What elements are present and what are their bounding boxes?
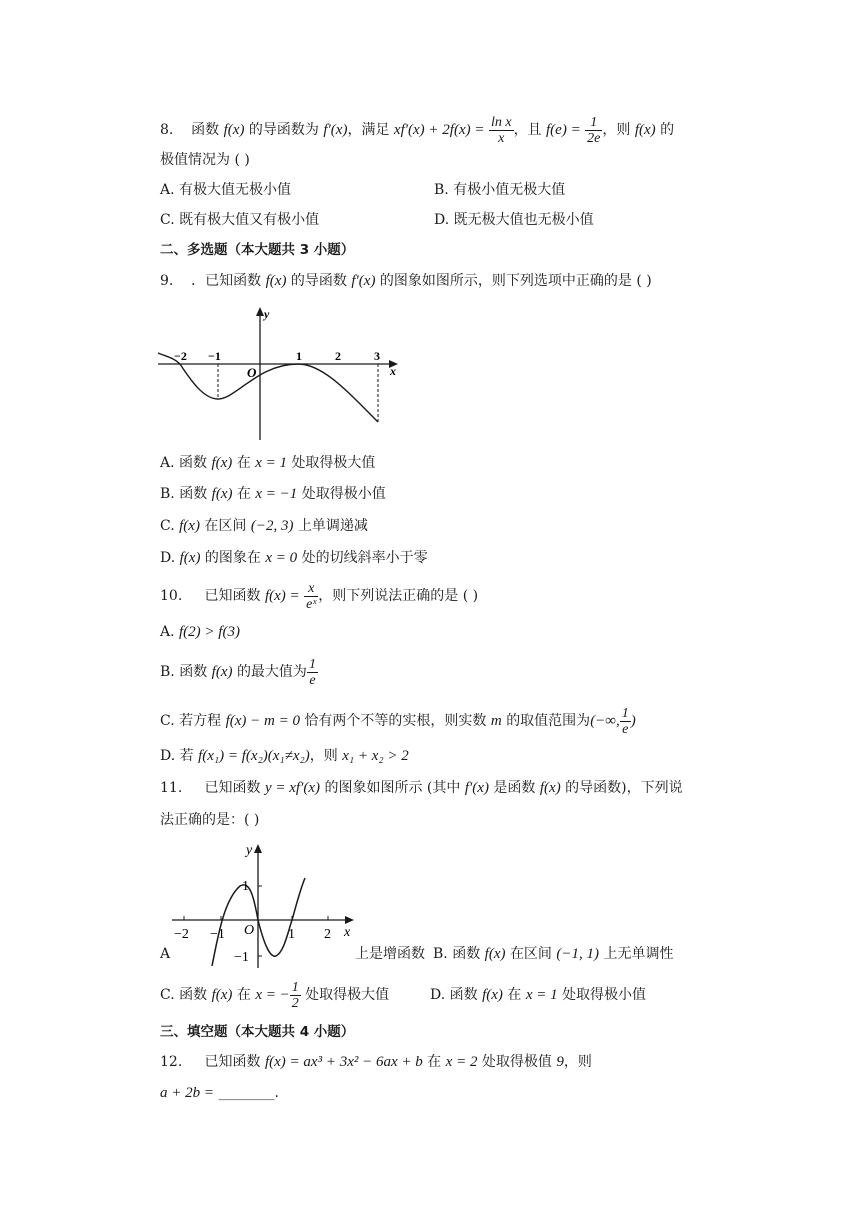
option-math: x = 0 [265, 550, 298, 566]
q11-text: 是函数 [493, 780, 536, 796]
q12-line2 [160, 1083, 279, 1103]
y-axis-arrow-icon [256, 307, 264, 316]
q11-option-a-letter: A [160, 946, 171, 962]
q11-math: f(x) [539, 780, 561, 796]
tick-label: −1 [234, 950, 249, 965]
q10-option-a [160, 622, 240, 642]
option-text: 处取得极小值 [562, 987, 647, 1003]
option-math: x = −1 [255, 486, 298, 502]
q12-text: ，则 [563, 1054, 592, 1070]
option-math: f(2) > f(3) [179, 624, 240, 640]
y-axis-arrow-icon [254, 844, 262, 853]
q12-text: 在 [427, 1054, 442, 1070]
option-math: x = − [255, 987, 290, 1003]
option-text: 在区间 [204, 518, 247, 534]
q9-option-c [160, 516, 368, 536]
option-text: 在 [507, 987, 522, 1003]
q8-option-b: B. 有极小值无极大值 [434, 182, 566, 198]
q10-option-c [160, 701, 636, 741]
q8-option-c: C. 既有极大值又有极小值 [160, 212, 320, 228]
option-text: 处取得极大值 [291, 455, 376, 471]
q11-math: f′(x) [464, 780, 489, 796]
option-text: 处的切线斜率小于零 [301, 550, 428, 566]
option-math: f(x) [179, 518, 200, 534]
option-text: D. 函数 [430, 987, 478, 1003]
q8-line1 [160, 112, 674, 148]
q9-text: 的图象如图所示，则下列选项中正确的是 ( ) [379, 273, 652, 289]
y-axis-label: y [246, 843, 253, 858]
q10-stem [160, 578, 478, 614]
option-text: B. 函数 [160, 486, 208, 502]
y-axis-label: y [264, 307, 270, 321]
option-math: f(x) − m = 0 [225, 713, 300, 729]
q8-option-a: A. 有极大值无极小值 [160, 182, 292, 198]
q10-number: 10. [160, 588, 183, 604]
q10-option-d [160, 746, 409, 766]
option-text: 的图象在 [204, 550, 261, 566]
q9-option-a [160, 453, 375, 473]
q11-option-a-text: 上是增函数 [355, 946, 425, 962]
q8-text: ，则 [602, 122, 631, 138]
q8-math: f(x) [223, 122, 245, 138]
origin-label: O [244, 923, 255, 938]
q8-text: 函数 [191, 122, 220, 138]
q12-stem [160, 1052, 592, 1072]
tick-label: −1 [208, 349, 221, 363]
x-axis-arrow-icon [345, 916, 354, 924]
q9-text: 的导函数 [290, 273, 347, 289]
q12-math: 9 [556, 1054, 564, 1070]
q10-fraction: $\frac{x}{\text{eˣ}}$ [306, 580, 317, 612]
q8-fraction: $\frac{1}{2e}$ [587, 114, 601, 146]
option-fraction: $\frac{1}{2}$ [291, 979, 299, 1011]
tick-label: −2 [174, 349, 187, 363]
option-math: f(x) [211, 664, 233, 680]
option-math: ) [630, 713, 636, 729]
option-text: C. 若方程 [160, 713, 222, 729]
option-text: 处取得极小值 [301, 486, 386, 502]
option-math: (−1, 1) [556, 946, 600, 962]
option-text: ，则 [309, 748, 338, 764]
q9-derivative-graph [158, 304, 408, 444]
q8-math: f(e) = [546, 122, 581, 138]
option-math: f(x) [484, 946, 506, 962]
section-header-fill-in: 三、填空题（本大题共 4 小题） [160, 1024, 355, 1040]
q11-stem [160, 778, 683, 798]
q9-text: ．已知函数 [191, 273, 262, 289]
q8-option-d: D. 既无极大值也无极小值 [434, 212, 594, 228]
q11-option-b [433, 944, 673, 964]
q11-text: 的导函数)，下列说 [565, 780, 683, 796]
q9-stem [160, 271, 652, 291]
q9-math: f′(x) [351, 273, 376, 289]
option-text: 的最大值为 [236, 664, 307, 680]
q9-option-d [160, 548, 428, 568]
tick-label: 1 [242, 879, 249, 894]
option-text: 在 [236, 486, 251, 502]
option-text: D. 若 [160, 748, 194, 764]
q11-number: 11. [160, 780, 183, 796]
option-math: (−∞, [590, 713, 620, 729]
option-math: f(x) [179, 550, 201, 566]
section-header-multiple-choice: 二、多选题（本大题共 3 小题） [160, 242, 355, 258]
q8-number: 8. [160, 122, 174, 138]
q12-math: f(x) = ax³ + 3x² − 6ax + b [264, 1054, 423, 1070]
tick-label: −1 [210, 927, 225, 942]
option-math: (−2, 3) [250, 518, 294, 534]
option-math: f(x) [211, 987, 233, 1003]
answer-blank[interactable]: ________. [218, 1085, 279, 1101]
q8-math: f(x) [634, 122, 656, 138]
tick-label: 1 [288, 927, 295, 942]
q8-fraction: $\frac{\text{ln x}}{x}$ [490, 114, 512, 146]
origin-label: O [247, 365, 257, 380]
q10-text: ，则下列说法正确的是 ( ) [318, 588, 479, 604]
q8-line2: 极值情况为 ( ) [160, 152, 250, 168]
x-axis-label: x [344, 925, 351, 940]
tick-label: 3 [374, 349, 380, 363]
option-text: C. [160, 518, 175, 534]
option-fraction: $\frac{1}{e}$ [621, 705, 629, 737]
option-math: x = 1 [255, 455, 287, 471]
q12-math: x = 2 [445, 1054, 478, 1070]
option-fraction: $\frac{1}{e}$ [308, 656, 316, 688]
q9-math: f(x) [265, 273, 287, 289]
q11-option-d [430, 975, 646, 1015]
option-text: A. [160, 624, 175, 640]
q11-text: 的图象如图所示 (其中 [324, 780, 461, 796]
q10-text: 已知函数 [204, 588, 261, 604]
q12-text: 处取得极值 [481, 1054, 552, 1070]
option-text: C. 函数 [160, 987, 208, 1003]
option-text: B. 函数 [433, 946, 481, 962]
option-text: 上单调递减 [297, 518, 368, 534]
tick-label: 1 [296, 349, 302, 363]
tick-label: 2 [335, 349, 341, 363]
option-math: x₁ + x₂ > 2 [342, 748, 409, 764]
q10-math: f(x) = [264, 588, 300, 604]
option-text: 恰有两个不等的实根，则实数 [304, 713, 487, 729]
option-text: 的取值范围为 [506, 713, 591, 729]
q11-math: y = xf′(x) [264, 780, 321, 796]
x-axis-label: x [390, 364, 396, 378]
q11-line2: 法正确的是：( ) [160, 812, 260, 828]
q11-option-c [160, 975, 389, 1015]
option-text: A. 函数 [160, 455, 208, 471]
option-text: 在 [236, 987, 251, 1003]
q11-function-graph [170, 840, 370, 970]
q8-math: f′(x) [323, 122, 348, 138]
q10-option-b [160, 652, 318, 692]
option-text: 处取得极大值 [305, 987, 390, 1003]
option-math: f(x₁) = f(x₂)(x₁≠x₂) [198, 748, 310, 764]
option-math: m [490, 713, 502, 729]
option-text: 在区间 [509, 946, 552, 962]
option-math: f(x) [482, 987, 503, 1003]
q9-option-b [160, 484, 386, 504]
q8-text: ，且 [513, 122, 542, 138]
q11-text: 已知函数 [204, 780, 261, 796]
option-text: 在 [236, 455, 251, 471]
q12-number: 12. [160, 1054, 183, 1070]
option-math: x = 1 [525, 987, 558, 1003]
option-math: f(x) [211, 486, 233, 502]
q12-math: a + 2b = [160, 1085, 214, 1101]
q9-number: 9. [160, 273, 174, 289]
q8-math: xf′(x) + 2f(x) = [393, 122, 485, 138]
q8-text: ，满足 [347, 122, 390, 138]
option-math: f(x) [211, 455, 233, 471]
q8-text: 的 [660, 122, 675, 138]
option-text: D. [160, 550, 176, 566]
option-text: 上无单调性 [603, 946, 674, 962]
q12-text: 已知函数 [204, 1054, 261, 1070]
q8-text: 的导函数为 [248, 122, 319, 138]
tick-label: −2 [174, 927, 189, 942]
option-text: B. 函数 [160, 664, 208, 680]
tick-label: 2 [324, 927, 331, 942]
